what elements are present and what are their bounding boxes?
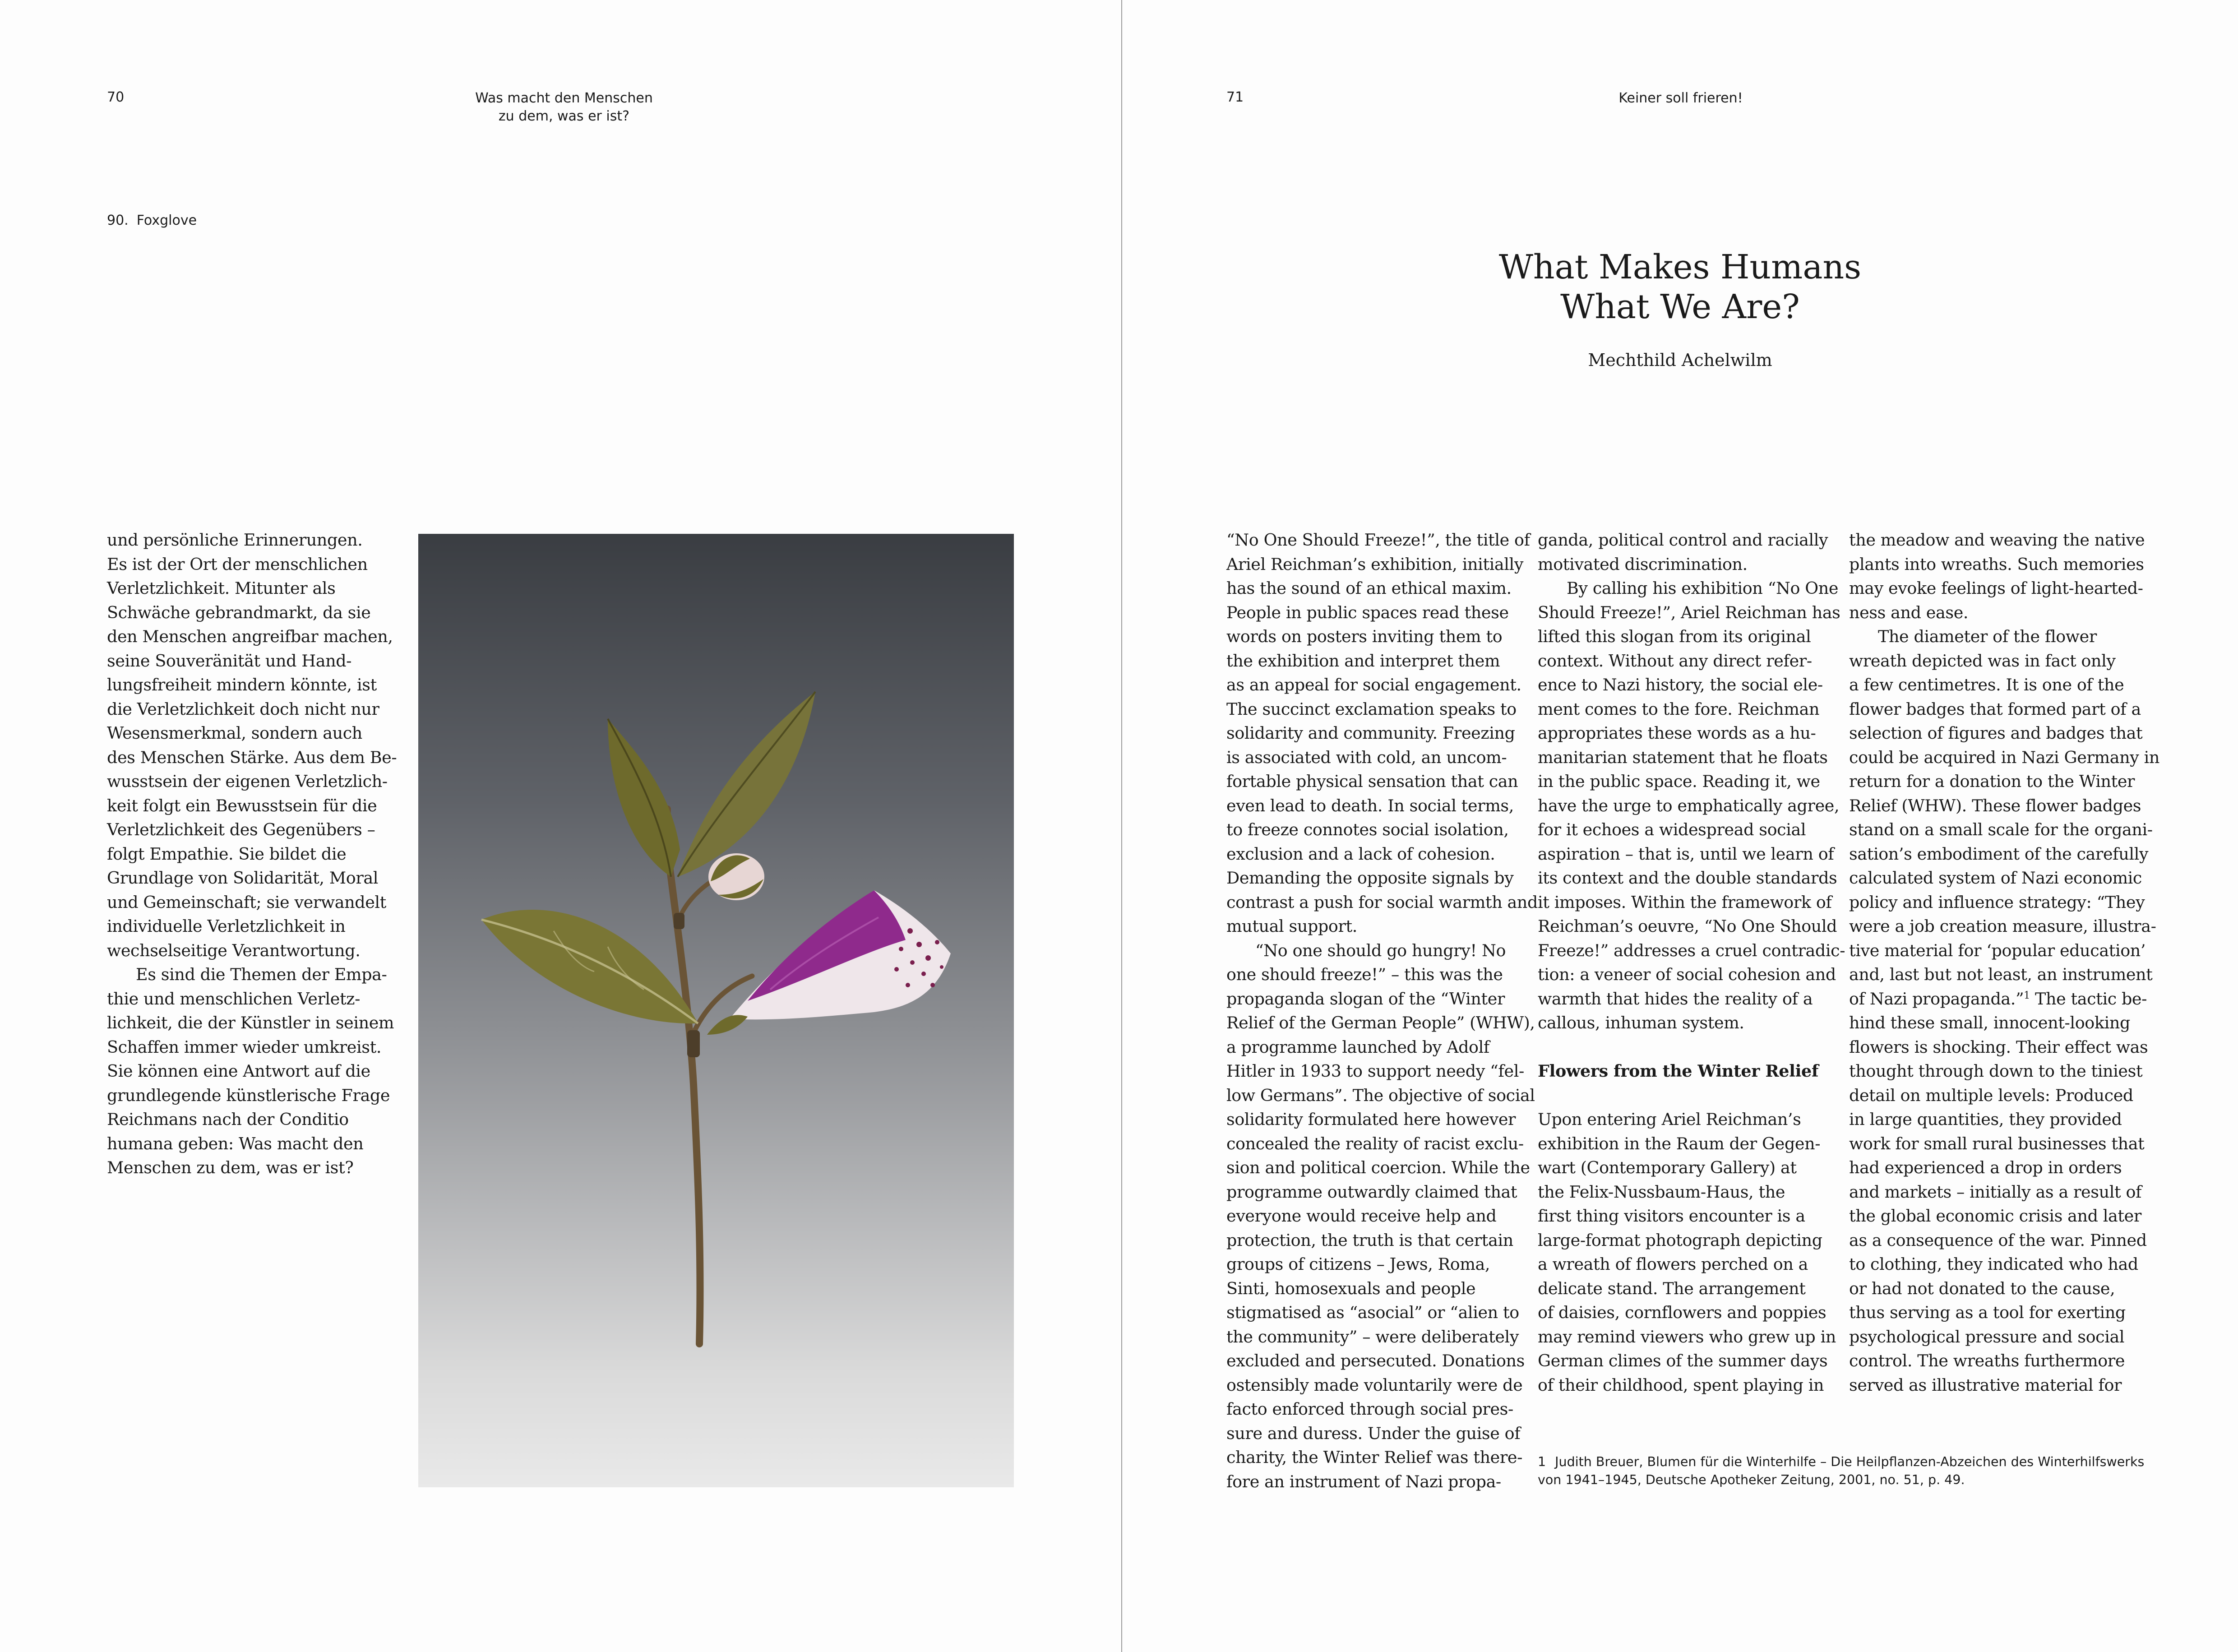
text-line: the meadow and weaving the native [1849, 530, 2145, 550]
text-line: lichkeit, die der Künstler in seinem [107, 1013, 394, 1032]
text-line: Should Freeze!”, Ariel Reichman has [1538, 602, 1840, 622]
text-line: appropriates these words as a hu- [1538, 723, 1816, 743]
paragraph [1849, 625, 2165, 1397]
text-column-3 [1849, 528, 2165, 1397]
paragraph [1226, 939, 1533, 1494]
leaf [481, 910, 698, 1023]
text-line: is associated with cold, an uncom- [1226, 747, 1507, 767]
text-line: sion and political coercion. While the [1226, 1158, 1530, 1177]
leaf [608, 719, 680, 877]
line-with-note [1849, 987, 2165, 1011]
footnote-marker[interactable]: 1 [2024, 990, 2030, 1001]
text-line: seine Souveränität und Hand- [107, 651, 352, 671]
text-line: Es sind die Themen der Empa- [136, 965, 387, 984]
text-line: thie und menschlichen Verletz- [107, 989, 361, 1009]
text-line: wart (Contemporary Gallery) at [1538, 1158, 1797, 1177]
text-line: programme outwardly claimed that [1226, 1182, 1517, 1202]
text-line: work for small rural businesses that [1849, 1134, 2145, 1153]
text-line: contrast a push for social warmth and [1226, 892, 1538, 912]
text-run: The tactic be- [2030, 989, 2147, 1009]
text-line: individuelle Verletzlichkeit in [107, 916, 346, 936]
text-line: stand on a small scale for the organi- [1849, 820, 2153, 839]
text-line: first thing visitors encounter is a [1538, 1206, 1805, 1226]
text-line: a wreath of flowers perched on a [1538, 1254, 1808, 1274]
text-line: Sinti, homosexuals and people [1226, 1278, 1476, 1298]
text-line: Schaffen immer wieder umkreist. [107, 1037, 382, 1057]
text-line: detail on multiple levels: Produced [1849, 1085, 2133, 1105]
text-line: aspiration – that is, until we learn of [1538, 844, 1834, 864]
text-line: plants into wreaths. Such memories [1849, 554, 2144, 574]
foxglove-illustration [418, 534, 1014, 1487]
text-line: and markets – initially as a result of [1849, 1182, 2142, 1202]
title-line: What Makes Humans [1498, 248, 1862, 287]
text-line: exhibition in the Raum der Gegen- [1538, 1134, 1821, 1153]
flower-sepal [707, 1015, 748, 1035]
title-line: What We Are? [1560, 287, 1800, 326]
text-line: have the urge to emphatically agree, [1538, 796, 1840, 815]
text-line: had experienced a drop in orders [1849, 1158, 2122, 1177]
text-line: ostensibly made voluntarily were de [1226, 1375, 1523, 1395]
text-line: were a job creation measure, illustra- [1849, 916, 2156, 936]
text-line: as a consequence of the war. Pinned [1849, 1230, 2147, 1250]
text-line: wechselseitige Verantwortung. [107, 940, 361, 960]
stem [666, 809, 700, 1344]
right-folio: 71 [1226, 89, 1244, 105]
text-line: one should freeze!” – this was the [1226, 965, 1503, 984]
text-line: tion: a veneer of social cohesion and [1538, 965, 1836, 984]
text-line: People in public spaces read these [1226, 602, 1509, 622]
text-line: charity, the Winter Relief was there- [1226, 1448, 1523, 1467]
text-line: flowers is shocking. Their effect was [1849, 1037, 2148, 1057]
figure-caption [107, 213, 197, 228]
text-line: Es ist der Ort der menschlichen [107, 554, 368, 574]
text-line: Relief of the German People” (WHW), [1226, 1013, 1535, 1032]
footnote-line: von 1941–1945, Deutsche Apotheker Zeitung, 2001, no. 51, p. 49. [1538, 1472, 1965, 1487]
article-author: Mechthild Achelwilm [1588, 350, 1772, 370]
text-line: policy and influence strategy: “They [1849, 892, 2145, 912]
text-line: for it echoes a widespread social [1538, 820, 1806, 839]
text-line: as an appeal for social engagement. [1226, 675, 1521, 694]
paragraph [1849, 528, 2165, 625]
footnote [1538, 1453, 2144, 1489]
text-line: thus serving as a tool for exerting [1849, 1303, 2126, 1322]
text-line: callous, inhuman system. [1538, 1013, 1744, 1032]
text-line: excluded and persecuted. Donations [1226, 1351, 1525, 1370]
text-line: sation’s embodiment of the carefully [1849, 844, 2149, 864]
text-line: control. The wreaths furthermore [1849, 1351, 2125, 1370]
text-line: it imposes. Within the framework of [1538, 892, 1832, 912]
text-line: Grundlage von Solidarität, Moral [107, 868, 378, 888]
text-line: humana geben: Was macht den [107, 1134, 364, 1153]
text-line: wusstsein der eigenen Verletzlich- [107, 772, 388, 791]
subheading: Flowers from the Winter Relief [1538, 1061, 1819, 1081]
running-head-line: zu dem, was er ist? [498, 108, 630, 124]
text-line: ness and ease. [1849, 602, 1969, 622]
text-line: Hitler in 1933 to support needy “fel- [1226, 1061, 1524, 1081]
text-line: warmth that hides the reality of a [1538, 989, 1813, 1009]
footnote-text: Judith Breuer, Blumen für die Winterhilfe – Die Heilpflanzen-Abzeichen des Winterhilfswerks [1555, 1454, 2145, 1469]
text-line: and, last but not least, an instrument [1849, 965, 2153, 984]
right-running-head: Keiner soll frieren! [1618, 90, 1743, 106]
paragraph [1226, 528, 1538, 939]
text-line: den Menschen angreifbar machen, [107, 627, 393, 646]
text-line: Schwäche gebrandmarkt, da sie [107, 602, 371, 622]
text-line: ment comes to the fore. Reichman [1538, 699, 1820, 719]
text-line: fore an instrument of Nazi propa- [1226, 1472, 1501, 1491]
text-line: grundlegende künstlerische Frage [107, 1085, 390, 1105]
text-line: even lead to death. In social terms, [1226, 796, 1514, 815]
text-line: selection of figures and badges that [1849, 723, 2143, 743]
text-line: exclusion and a lack of cohesion. [1226, 844, 1495, 864]
text-line: Relief (WHW). These flower badges [1849, 796, 2141, 815]
text-line: Demanding the opposite signals by [1226, 868, 1514, 888]
text-line: groups of citizens – Jews, Roma, [1226, 1254, 1490, 1274]
text-line: des Menschen Stärke. Aus dem Be- [107, 747, 397, 767]
text-line: Verletzlichkeit. Mitunter als [107, 578, 336, 598]
text-line: lungsfreiheit mindern könnte, ist [107, 675, 377, 694]
paragraph-lines [1849, 1011, 2165, 1397]
paragraph [1538, 576, 1845, 1035]
wire-binding [674, 913, 684, 929]
text-line: its context and the double standards [1538, 868, 1837, 888]
paragraph [1538, 528, 1845, 576]
text-line: By calling his exhibition “No One [1567, 578, 1839, 598]
text-line: could be acquired in Nazi Germany in [1849, 747, 2159, 767]
text-line: in large quantities, they provided [1849, 1110, 2122, 1129]
text-line: psychological pressure and social [1849, 1327, 2125, 1347]
text-line: has the sound of an ethical maxim. [1226, 578, 1512, 598]
text-line: the community” – were deliberately [1226, 1327, 1519, 1347]
text-line: concealed the reality of racist exclu- [1226, 1134, 1524, 1153]
text-line: of daisies, cornflowers and poppies [1538, 1303, 1826, 1322]
foxglove-photo [418, 534, 1014, 1487]
text-line: the Felix-Nussbaum-Haus, the [1538, 1182, 1785, 1202]
wire-binding [687, 1030, 700, 1057]
text-line: fortable physical sensation that can [1226, 772, 1518, 791]
text-line: flower badges that formed part of a [1849, 699, 2141, 719]
text-line: keit folgt ein Bewusstsein für die [107, 796, 377, 815]
text-line: sure and duress. Under the guise of [1226, 1423, 1521, 1443]
text-line: return for a donation to the Winter [1849, 772, 2135, 791]
text-column-2 [1538, 528, 1845, 1397]
text-line: die Verletzlichkeit doch nicht nur [107, 699, 379, 719]
text-line: to clothing, they indicated who had [1849, 1254, 2138, 1274]
text-line: stigmatised as “asocial” or “alien to [1226, 1303, 1519, 1322]
text-line: German climes of the summer days [1538, 1351, 1828, 1370]
text-line: solidarity formulated here however [1226, 1110, 1516, 1129]
article-title [1122, 247, 2238, 327]
text-line: folgt Empathie. Sie bildet die [107, 844, 347, 864]
text-line: a programme launched by Adolf [1226, 1037, 1489, 1057]
text-line: large-format photograph depicting [1538, 1230, 1822, 1250]
text-line: words on posters inviting them to [1226, 627, 1503, 646]
text-column-1 [1226, 528, 1538, 1494]
left-folio: 70 [107, 89, 125, 105]
text-line: may evoke feelings of light-hearted- [1849, 578, 2143, 598]
text-line: ganda, political control and racially [1538, 530, 1828, 550]
text-line: Wesensmerkmal, sondern auch [107, 723, 362, 743]
text-line: Reichmans nach der Conditio [107, 1110, 349, 1129]
text-line: served as illustrative material for [1849, 1375, 2122, 1395]
text-line: The diameter of the flower [1878, 627, 2097, 646]
text-line: hind these small, innocent-looking [1849, 1013, 2130, 1032]
text-line: und persönliche Erinnerungen. [107, 530, 363, 550]
text-line: everyone would receive help and [1226, 1206, 1497, 1226]
caption-text: Foxglove [136, 213, 197, 228]
text-line: ence to Nazi history, the social ele- [1538, 675, 1823, 694]
text-line: manitarian statement that he floats [1538, 747, 1828, 767]
paragraph [107, 528, 396, 963]
text-line: thought through down to the tiniest [1849, 1061, 2143, 1081]
left-running-head [451, 89, 677, 125]
text-line: Sie können eine Antwort auf die [107, 1061, 370, 1081]
text-line: mutual support. [1226, 916, 1357, 936]
text-line: solidarity and community. Freezing [1226, 723, 1515, 743]
text-line: the global economic crisis and later [1849, 1206, 2141, 1226]
text-line: a few centimetres. It is one of the [1849, 675, 2124, 694]
text-line: Upon entering Ariel Reichman’s [1538, 1110, 1801, 1129]
running-head-line: Was macht den Menschen [475, 90, 653, 106]
text-line: wreath depicted was in fact only [1849, 651, 2116, 671]
text-line: Verletzlichkeit des Gegenübers – [107, 820, 375, 839]
caption-number: 90. [107, 213, 129, 228]
text-line: in the public space. Reading it, we [1538, 772, 1820, 791]
text-line: facto enforced through social pres- [1226, 1399, 1513, 1419]
text-line: low Germans”. The objective of social [1226, 1085, 1535, 1105]
left-text-column [107, 528, 396, 1180]
text-line: may remind viewers who grew up in [1538, 1327, 1836, 1347]
paragraph [1538, 1107, 1845, 1397]
text-line: motivated discrimination. [1538, 554, 1748, 574]
text-line: tive material for ‘popular education’ [1849, 940, 2146, 960]
text-line: protection, the truth is that certain [1226, 1230, 1513, 1250]
paragraph [107, 963, 396, 1180]
text-line: the exhibition and interpret them [1226, 651, 1500, 671]
text-line: delicate stand. The arrangement [1538, 1278, 1806, 1298]
text-line: of their childhood, spent playing in [1538, 1375, 1824, 1395]
text-line: calculated system of Nazi economic [1849, 868, 2142, 888]
footnote-number: 1 [1538, 1454, 1546, 1469]
text-run: of Nazi propaganda.” [1849, 989, 2024, 1009]
text-line: Freeze!” addresses a cruel contradic- [1538, 940, 1845, 960]
text-line: “No one should go hungry! No [1255, 940, 1506, 960]
text-line: “No One Should Freeze!”, the title of [1226, 530, 1530, 550]
text-line: to freeze connotes social isolation, [1226, 820, 1509, 839]
text-line: lifted this slogan from its original [1538, 627, 1811, 646]
text-line: Menschen zu dem, was er ist? [107, 1158, 354, 1177]
text-line: context. Without any direct refer- [1538, 651, 1812, 671]
text-line: The succinct exclamation speaks to [1226, 699, 1517, 719]
text-line: or had not donated to the cause, [1849, 1278, 2115, 1298]
text-line: und Gemeinschaft; sie verwandelt [107, 892, 386, 912]
footnote-line [1538, 1453, 2144, 1471]
paragraph-lines [1849, 625, 2165, 987]
text-line: Reichman’s oeuvre, “No One Should [1538, 916, 1837, 936]
text-line: propaganda slogan of the “Winter [1226, 989, 1505, 1009]
text-line: Ariel Reichman’s exhibition, initially [1226, 554, 1524, 574]
